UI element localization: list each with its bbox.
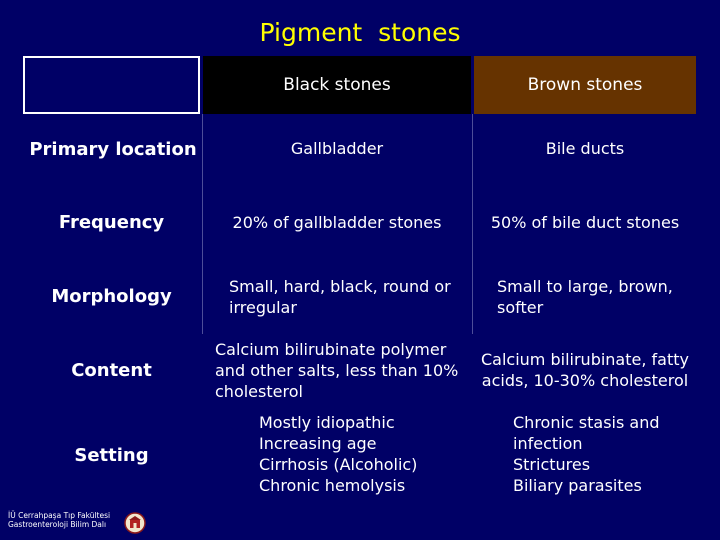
cell-line: infection xyxy=(513,434,583,453)
cell-line: Chronic stasis and xyxy=(513,413,660,432)
brown-setting xyxy=(513,412,697,496)
cell-line: cholesterol xyxy=(215,382,303,401)
black-stones-header: Black stones xyxy=(283,75,391,95)
brown-frequency xyxy=(474,212,696,233)
cell-line: Chronic hemolysis xyxy=(259,476,406,495)
institution-footer xyxy=(8,511,110,529)
black-morphology xyxy=(229,276,469,318)
cell-line: Gallbladder xyxy=(290,139,384,158)
brown-morphology xyxy=(497,276,697,318)
footer-line: Gastroenteroloji Bilim Dalı xyxy=(8,520,107,529)
row-label-frequency: Frequency xyxy=(58,212,165,233)
brown-primary-location xyxy=(474,138,696,159)
cell-line: Increasing age xyxy=(259,434,377,453)
cell-line: Small to large, brown, xyxy=(497,277,673,296)
cell-line: 20% of gallbladder stones xyxy=(232,213,442,232)
cell-line: softer xyxy=(497,298,544,317)
black-frequency xyxy=(203,212,471,233)
black-stones-header-cell xyxy=(203,56,471,114)
row-label-content: Content xyxy=(71,360,152,381)
cell-line: Cirrhosis (Alcoholic) xyxy=(259,455,418,474)
black-content xyxy=(215,339,471,402)
row-label-setting: Setting xyxy=(74,445,149,466)
table-corner-cell xyxy=(23,56,200,114)
black-primary-location xyxy=(203,138,471,159)
cell-line: Biliary parasites xyxy=(513,476,642,495)
university-seal-icon xyxy=(124,512,146,534)
cell-line: Calcium bilirubinate, fatty xyxy=(481,350,689,369)
footer-line: İÜ Cerrahpaşa Tıp Fakültesi xyxy=(8,511,111,520)
brown-stones-header: Brown stones xyxy=(527,75,643,95)
brown-stones-header-cell xyxy=(474,56,696,114)
cell-line: and other salts, less than 10% xyxy=(215,361,459,380)
cell-line: acids, 10-30% cholesterol xyxy=(481,371,689,390)
cell-line: irregular xyxy=(229,298,297,317)
cell-line: Bile ducts xyxy=(545,139,625,158)
row-label-primary-location: Primary location xyxy=(29,139,197,160)
cell-line: Strictures xyxy=(513,455,591,474)
cell-line: Calcium bilirubinate polymer xyxy=(215,340,447,359)
black-setting xyxy=(259,412,469,496)
slide-title: Pigment stones xyxy=(259,18,461,47)
cell-line: Mostly idiopathic xyxy=(259,413,395,432)
row-label-morphology: Morphology xyxy=(51,286,172,307)
cell-line: Small, hard, black, round or xyxy=(229,277,451,296)
column-divider xyxy=(472,114,473,334)
cell-line: 50% of bile duct stones xyxy=(490,213,680,232)
brown-content xyxy=(474,349,696,391)
